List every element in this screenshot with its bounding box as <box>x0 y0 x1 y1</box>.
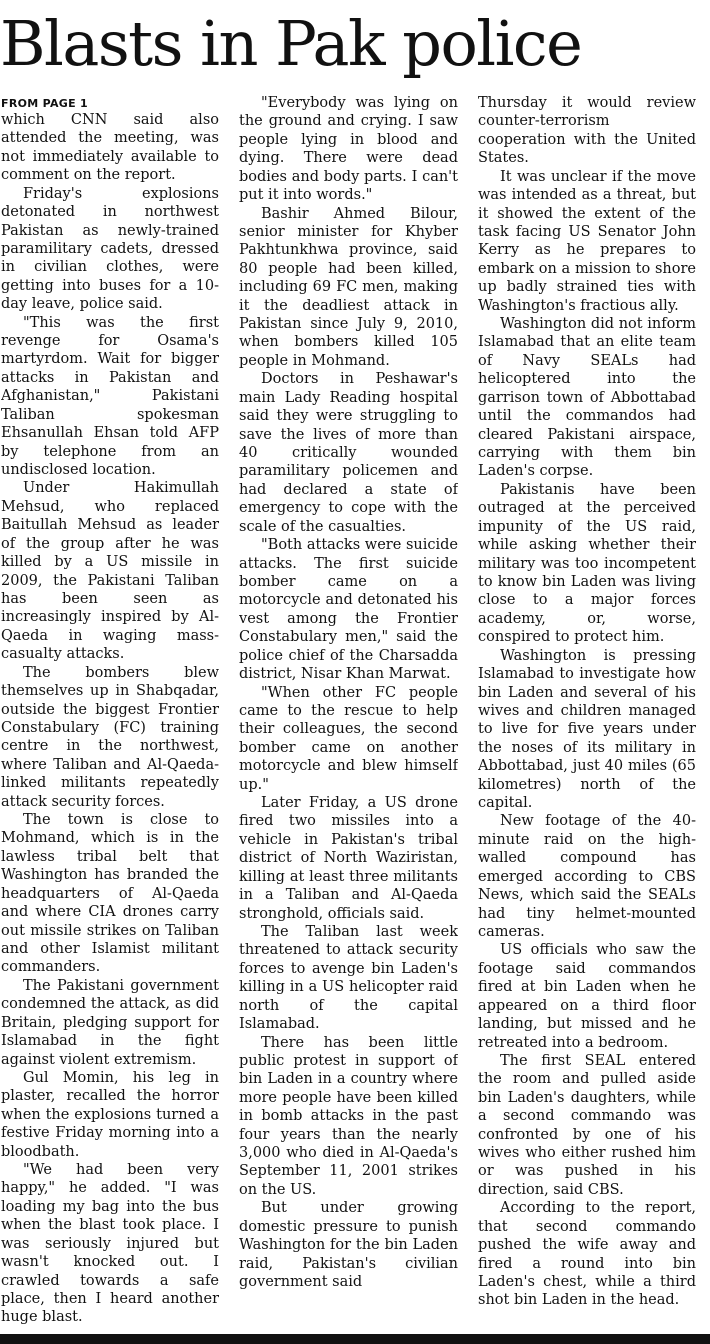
article-column-2 <box>239 94 458 1332</box>
paragraph: which CNN said also attended the meeting, was not immediately available to comment on the report. <box>1 112 219 184</box>
paragraph: The bombers blew themselves up in Shabqadar, outside the biggest Frontier Constabulary (FC) training centre in the northwest, where Taliban and Al-Qaeda-linked militants repeatedly attack security forces. <box>1 664 219 810</box>
paragraph: "Both attacks were suicide attacks. The first suicide bomber came on a motorcycle and detonated his vest among the Frontier Constabulary men," said the police chief of the Charsadda district, Nisar Khan Marwat. <box>239 537 458 683</box>
paragraph: Later Friday, a US drone fired two missiles into a vehicle in Pakistan's tribal district of North Waziristan, killing at least three militants in a Taliban and Al-Qaeda stronghold, officials said. <box>239 795 458 922</box>
paragraph: Doctors in Peshawar's main Lady Reading hospital said they were struggling to save the lives of more than 40 critically wounded paramilitary policemen and had declared a state of emergency to cope with the scale of the casualties. <box>239 371 458 535</box>
paragraph: According to the report, that second commando pushed the wife away and fired a round into bin Laden's chest, while a third shot bin Laden in the head. <box>478 1200 696 1309</box>
article-column-1 <box>1 94 219 1332</box>
paragraph: US officials who saw the footage said commandos fired at bin Laden when he appeared on a third floor landing, but missed and he retreated into a bedroom. <box>478 942 696 1051</box>
paragraph: The Pakistani government condemned the attack, as did Britain, pledging support for Islamabad in the fight against violent extremism. <box>1 977 219 1068</box>
paragraph: The first SEAL entered the room and pulled aside bin Laden's daughters, while a second commando was confronted by one of his wives who either rushed him or was pushed in his direction, said CBS. <box>478 1052 696 1198</box>
paragraph: Washington is pressing Islamabad to investigate how bin Laden and several of his wives and children managed to live for five years under the noses of its military in Abbottabad, just 40 miles (65 kilometres) north of the capital. <box>478 647 696 812</box>
paragraph: Thursday it would review counter-terrorism cooperation with the United States. <box>478 95 696 167</box>
paragraph: The Taliban last week threatened to attack security forces to avenge bin Laden's killing in a US helicopter raid north of the capital Islamabad. <box>239 923 458 1033</box>
paragraph: It was unclear if the move was intended as a threat, but it showed the extent of the task facing US Senator John Kerry as he prepares to embark on a mission to shore up badly strained ties with Washington's fractious ally. <box>478 168 696 314</box>
bottom-rule <box>0 1334 710 1344</box>
paragraph: New footage of the 40-minute raid on the high-walled compound has emerged according to CBS News, which said the SEALs had tiny helmet-mounted cameras. <box>478 813 696 940</box>
paragraph: "When other FC people came to the rescue to help their colleagues, the second bomber came on another motorcycle and blew himself up." <box>239 684 458 793</box>
paragraph: "This was the first revenge for Osama's martyrdom. Wait for bigger attacks in Pakistan and Afghanistan," Pakistani Taliban spokesman Ehsanullah Ehsan told AFP by telephone from an undisclosed location. <box>1 314 219 479</box>
headline: Blasts in Pak police <box>0 7 582 80</box>
paragraph: The town is close to Mohmand, which is in the lawless tribal belt that Washington has branded the headquarters of Al-Qaeda and where CIA drones carry out missile strikes on Taliban and other Islamist militant commanders. <box>1 812 219 976</box>
paragraph: "We had been very happy," he added. "I was loading my bag into the bus when the blast took place. I was seriously injured but wasn't knocked out. I crawled towards a safe place, then I heard another huge blast. <box>1 1162 219 1326</box>
paragraph: Pakistanis have been outraged at the perceived impunity of the US raid, while asking whether their military was too incompetent to know bin Laden was living close to a major forces academy, or, worse, conspired to protect him. <box>478 481 696 646</box>
paragraph: Washington did not inform Islamabad that an elite team of Navy SEALs had helicoptered into the garrison town of Abbottabad until the commandos had cleared Pakistani airspace, carrying with them bin Laden's corpse. <box>478 316 696 480</box>
article-column-3 <box>478 94 696 1332</box>
paragraph: Friday's explosions detonated in northwest Pakistan as newly-trained paramilitary cadets, dressed in civilian clothes, were getting into buses for a 10-day leave, police said. <box>1 185 219 313</box>
kicker-from-page-1: FROM PAGE 1 <box>1 97 89 110</box>
paragraph: Gul Momin, his leg in plaster, recalled the horror when the explosions turned a festive Friday morning into a bloodbath. <box>1 1069 219 1160</box>
paragraph: Under Hakimullah Mehsud, who replaced Baitullah Mehsud as leader of the group after he was killed by a US missile in 2009, the Pakistani Taliban has been seen as increasingly inspired by Al-Qaeda in waging mass-casualty attacks. <box>1 480 219 663</box>
paragraph: "Everybody was lying on the ground and crying. I saw people lying in blood and dying. There were dead bodies and body parts. I can't put it into words." <box>239 95 458 204</box>
paragraph: But under growing domestic pressure to punish Washington for the bin Laden raid, Pakistan's civilian government said <box>239 1200 458 1290</box>
paragraph: There has been little public protest in support of bin Laden in a country where more people have been killed in bomb attacks in the past four years than the nearly 3,000 who died in Al-Qaeda's September 11, 2001 strikes on the US. <box>239 1034 458 1198</box>
paragraph: Bashir Ahmed Bilour, senior minister for Khyber Pakhtunkhwa province, said 80 people had been killed, including 69 FC men, making it the deadliest attack in Pakistan since July 9, 2010, when bombers killed 105 people in Mohmand. <box>239 205 458 369</box>
